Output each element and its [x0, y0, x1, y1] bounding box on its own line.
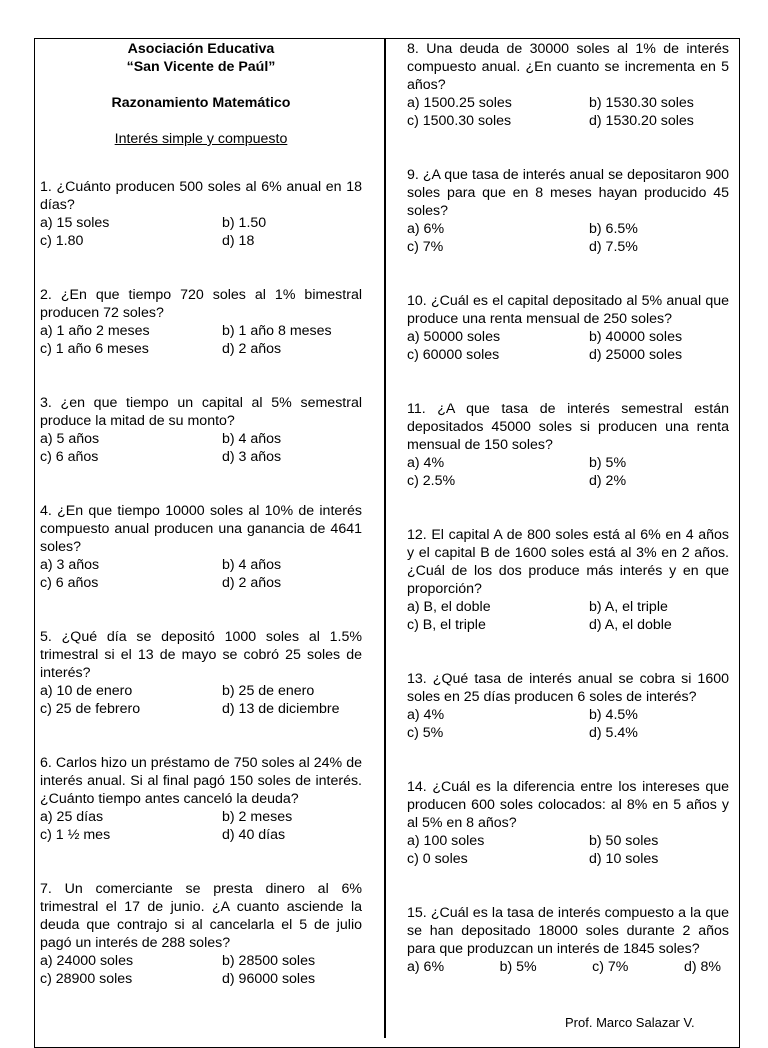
option-c: c) 1 ½ mes	[40, 827, 111, 843]
question-9	[407, 166, 729, 256]
option-b: b) A, el triple	[589, 599, 668, 615]
question-2	[40, 286, 362, 358]
question-12	[407, 526, 729, 634]
question-1	[40, 178, 362, 250]
option-a: a) 25 días	[40, 809, 104, 825]
option-d: d) 40 días	[222, 827, 286, 843]
option-c: c) 0 soles	[407, 851, 468, 867]
question-text: 2. ¿En que tiempo 720 soles al 1% bimestral producen 72 soles?	[40, 287, 362, 321]
option-c: c) 7%	[407, 239, 444, 255]
question-text: 10. ¿Cuál es el capital depositado al 5% anual que produce una renta mensual de 250 soles?	[407, 293, 729, 327]
option-b: b) 25 de enero	[222, 683, 315, 699]
option-c: c) 1.80	[40, 233, 84, 249]
question-text: 4. ¿En que tiempo 10000 soles al 10% de interés compuesto anual producen una ganancia de 4641 soles?	[40, 503, 362, 555]
option-b: b) 4 años	[222, 431, 282, 447]
left-column	[40, 40, 362, 988]
option-b: b) 1530.30 soles	[589, 95, 694, 111]
option-b: b) 5%	[499, 959, 537, 975]
option-d: d) 5.4%	[589, 725, 638, 741]
question-13	[407, 670, 729, 742]
question-text: 7. Un comerciante se presta dinero al 6% trimestral el 17 de junio. ¿A cuanto asciende la deuda que contrajo si al cancelarla el 5 de julio pagó un interés de 288 soles?	[40, 881, 362, 951]
option-d: d) 13 de diciembre	[222, 701, 340, 717]
question-8	[407, 40, 729, 130]
option-d: d) 2 años	[222, 575, 282, 591]
option-a: a) 5 años	[40, 431, 100, 447]
question-text: 13. ¿Qué tasa de interés anual se cobra si 1600 soles en 25 días producen 6 soles de interés?	[407, 671, 729, 705]
option-c: c) 5%	[407, 725, 444, 741]
question-4	[40, 502, 362, 592]
option-c: c) 60000 soles	[407, 347, 500, 363]
question-text: 1. ¿Cuánto producen 500 soles al 6% anual en 18 días?	[40, 179, 362, 213]
column-divider	[384, 38, 386, 1038]
question-text: 5. ¿Qué día se depositó 1000 soles al 1.5% trimestral si el 13 de mayo se cobró 25 soles de interés?	[40, 629, 362, 681]
option-a: a) 1 año 2 meses	[40, 323, 150, 339]
option-b: b) 40000 soles	[589, 329, 683, 345]
option-a: a) 10 de enero	[40, 683, 133, 699]
option-d: d) 96000 soles	[222, 971, 316, 987]
option-d: d) 8%	[683, 959, 721, 975]
option-a: a) 6%	[407, 221, 445, 237]
option-c: c) 25 de febrero	[40, 701, 141, 717]
option-b: b) 1 año 8 meses	[222, 323, 332, 339]
option-b: b) 50 soles	[589, 833, 659, 849]
option-b: b) 28500 soles	[222, 953, 316, 969]
option-a: a) 4%	[407, 455, 445, 471]
option-a: a) 3 años	[40, 557, 100, 573]
question-7	[40, 880, 362, 988]
question-text: 8. Una deuda de 30000 soles al 1% de interés compuesto anual. ¿En cuanto se incrementa en 5 años?	[407, 41, 729, 93]
topic-title: Interés simple y compuesto	[114, 131, 288, 147]
option-d: d) 2 años	[222, 341, 282, 357]
option-c: c) 6 años	[40, 449, 99, 465]
subject-title: Razonamiento Matemático	[111, 95, 291, 111]
question-6	[40, 754, 362, 844]
option-b: b) 5%	[589, 455, 627, 471]
question-text: 12. El capital A de 800 soles está al 6% en 4 años y el capital B de 1600 soles está al 3% en 2 años. ¿Cuál de los dos produce más interés y en que proporción?	[407, 527, 729, 597]
option-a: a) 100 soles	[407, 833, 485, 849]
option-c: c) 28900 soles	[40, 971, 133, 987]
option-c: c) 6 años	[40, 575, 99, 591]
option-c: c) 2.5%	[407, 473, 456, 489]
option-d: d) 1530.20 soles	[589, 113, 694, 129]
worksheet-header	[40, 40, 362, 148]
option-d: d) 3 años	[222, 449, 282, 465]
right-column	[407, 40, 729, 976]
option-c: c) 7%	[592, 959, 629, 975]
option-d: d) 25000 soles	[589, 347, 683, 363]
question-5	[40, 628, 362, 718]
question-text: 14. ¿Cuál es la diferencia entre los intereses que producen 600 soles colocados: al 8% en 5 años y al 5% en 8 años?	[407, 779, 729, 831]
option-a: a) 6%	[407, 959, 445, 975]
option-b: b) 2 meses	[222, 809, 293, 825]
question-text: 3. ¿en que tiempo un capital al 5% semestral produce la mitad de su monto?	[40, 395, 362, 429]
option-b: b) 1.50	[222, 215, 267, 231]
option-b: b) 4.5%	[589, 707, 638, 723]
option-a: a) 1500.25 soles	[407, 95, 512, 111]
option-a: a) 50000 soles	[407, 329, 501, 345]
question-text: 11. ¿A que tasa de interés semestral están depositados 45000 soles si producen una renta mensual de 150 soles?	[407, 401, 729, 453]
option-d: d) 18	[222, 233, 255, 249]
option-c: c) 1 año 6 meses	[40, 341, 149, 357]
question-3	[40, 394, 362, 466]
teacher-signature: Prof. Marco Salazar V.	[565, 1015, 695, 1030]
option-a: a) B, el doble	[407, 599, 491, 615]
option-c: c) B, el triple	[407, 617, 486, 633]
option-d: d) 10 soles	[589, 851, 659, 867]
question-11	[407, 400, 729, 490]
option-d: d) 7.5%	[589, 239, 638, 255]
option-a: a) 15 soles	[40, 215, 110, 231]
option-a: a) 4%	[407, 707, 445, 723]
option-b: b) 4 años	[222, 557, 282, 573]
option-c: c) 1500.30 soles	[407, 113, 512, 129]
option-a: a) 24000 soles	[40, 953, 134, 969]
question-text: 15. ¿Cuál es la tasa de interés compuesto a la que se han depositado 18000 soles durante 2 años para que produzcan un interés de 1845 soles?	[407, 905, 729, 957]
organization-name: Asociación Educativa	[127, 41, 275, 57]
question-14	[407, 778, 729, 868]
question-10	[407, 292, 729, 364]
option-d: d) 2%	[589, 473, 627, 489]
question-text: 9. ¿A que tasa de interés anual se depositaron 900 soles para que en 8 meses hayan producido 45 soles?	[407, 167, 729, 219]
school-name: “San Vicente de Paúl”	[126, 59, 276, 75]
option-b: b) 6.5%	[589, 221, 638, 237]
option-d: d) A, el doble	[589, 617, 672, 633]
question-15	[407, 904, 729, 976]
question-text: 6. Carlos hizo un préstamo de 750 soles al 24% de interés anual. Si al final pagó 150 soles de interés. ¿Cuánto tiempo antes canceló la deuda?	[40, 755, 362, 807]
